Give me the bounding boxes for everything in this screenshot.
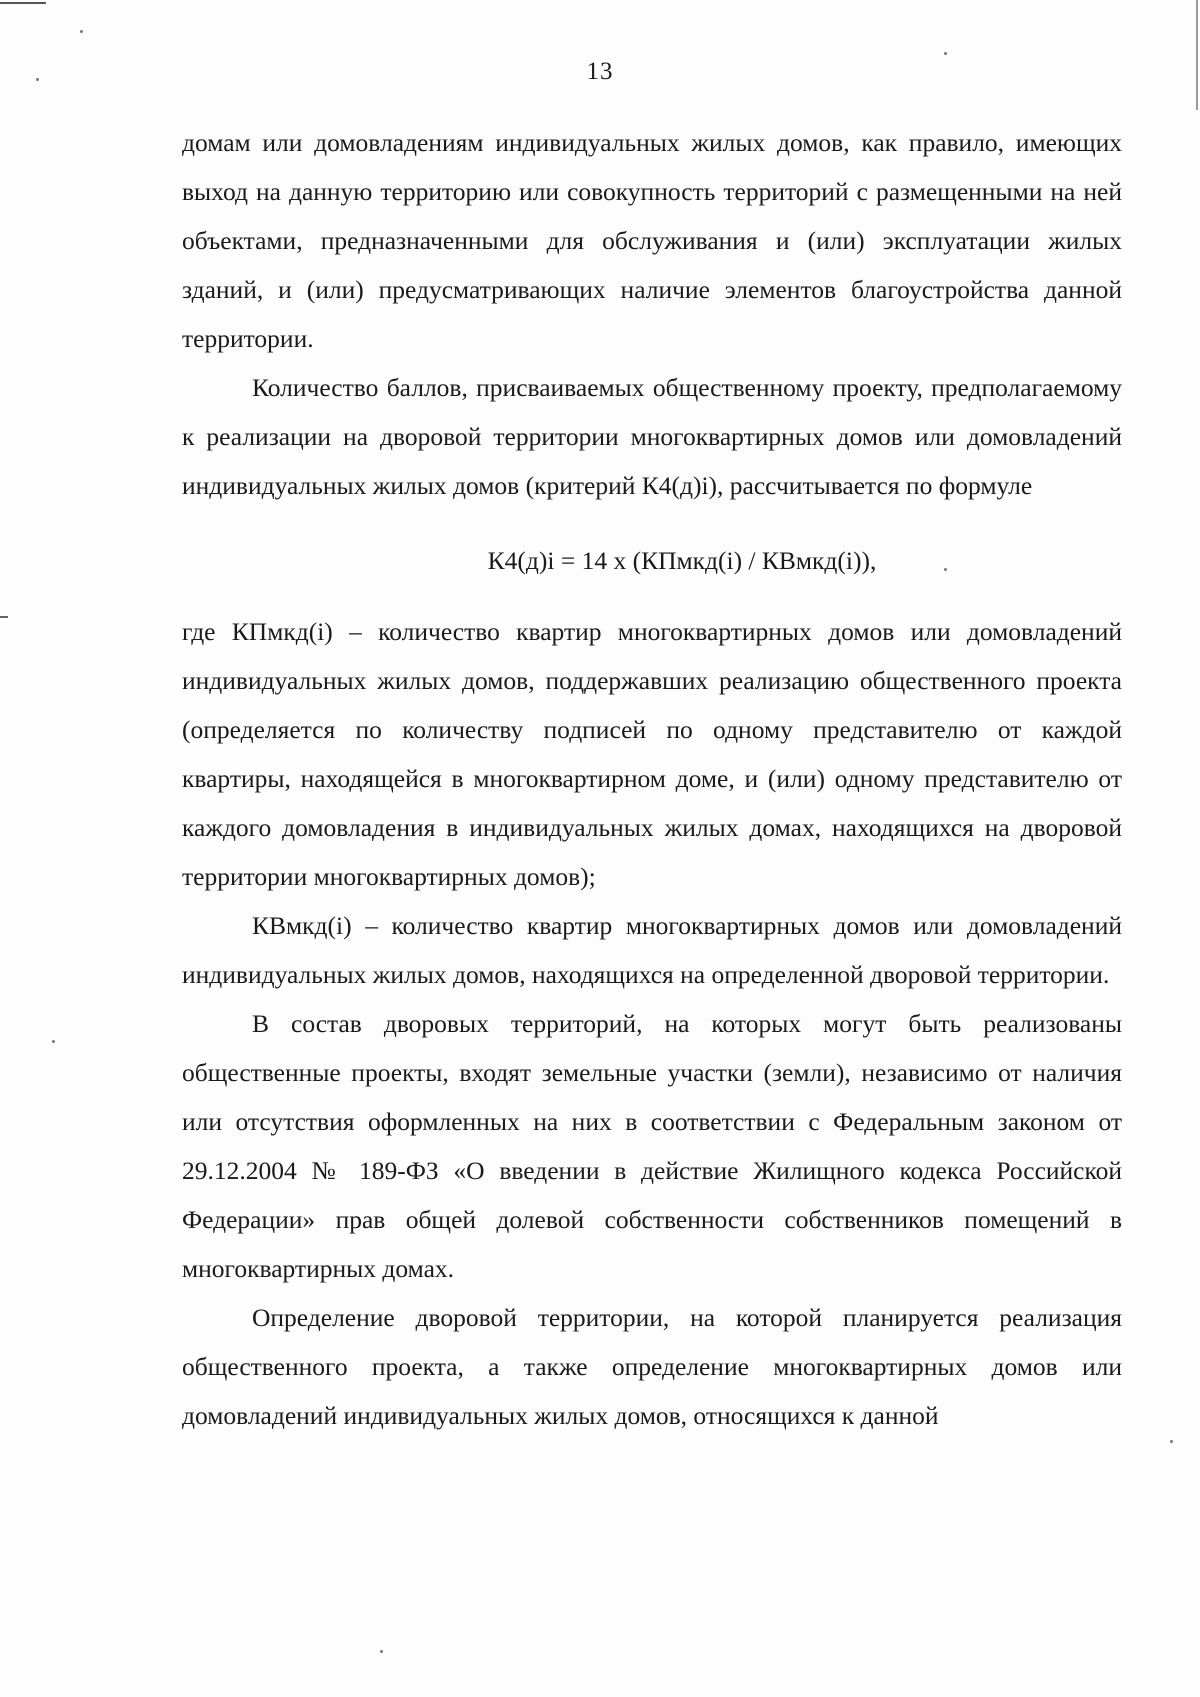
scan-speck	[80, 30, 83, 33]
scan-artifact-right-edge	[1196, 0, 1198, 110]
paragraph-continuation: домам или домовладениям индивидуальных жилых домов, как правило, имеющих выход на данную территорию или совокупность территорий с размещенными на ней объектами, предназначенными для обслуживания и (или) эксплуатации жилых зданий, и (или) предусматривающих наличие элементов благоустройства данной территории.	[182, 128, 1122, 353]
paragraph-territory-definition: Определение дворовой территории, на которой планируется реализация общественного проекта, а также определение многоквартирных домов или домовладений индивидуальных жилых домов, относящихся к данной	[182, 1303, 1122, 1430]
scan-speck	[1170, 1440, 1173, 1443]
scan-artifact-top-line	[0, 2, 46, 4]
formula-k4: К4(д)i = 14 x (КПмкд(i) / КВмкд(i)),	[487, 546, 877, 575]
paragraph-criterion-k4: Количество баллов, присваиваемых общественному проекту, предполагаемому к реализации на дворовой территории многоквартирных домов или домовладений индивидуальных жилых домов (критерий К4(д)i), рассчитывается по формуле	[182, 373, 1122, 500]
scan-artifact-left-mark	[0, 616, 8, 618]
document-body	[182, 118, 1122, 1440]
scan-speck	[52, 1040, 55, 1043]
scan-speck	[944, 52, 947, 55]
scan-speck	[380, 1650, 383, 1653]
page-number: 13	[586, 58, 614, 85]
paragraph-territory-composition: В состав дворовых территорий, на которых могут быть реализованы общественные проекты, входят земельные участки (земли), независимо от наличия или отсутствия оформленных на них в соответствии с Федеральным законом от 29.12.2004 № 189-ФЗ «О введении в действие Жилищного кодекса Российской Федерации» прав общей долевой собственности собственников помещений в многоквартирных домах.	[182, 1009, 1122, 1283]
paragraph-kp-definition: где КПмкд(i) – количество квартир многоквартирных домов или домовладений индивидуальных жилых домов, поддержавших реализацию общественного проекта (определяется по количеству подписей по одному представителю от каждой квартиры, находящейся в многоквартирном доме, и (или) одному представителю от каждого домовладения в индивидуальных жилых домах, находящихся на дворовой территории многоквартирных домов);	[182, 617, 1122, 891]
paragraph-kv-definition: КВмкд(i) – количество квартир многоквартирных домов или домовладений индивидуальных жилых домов, находящихся на определенной дворовой территории.	[182, 911, 1122, 989]
